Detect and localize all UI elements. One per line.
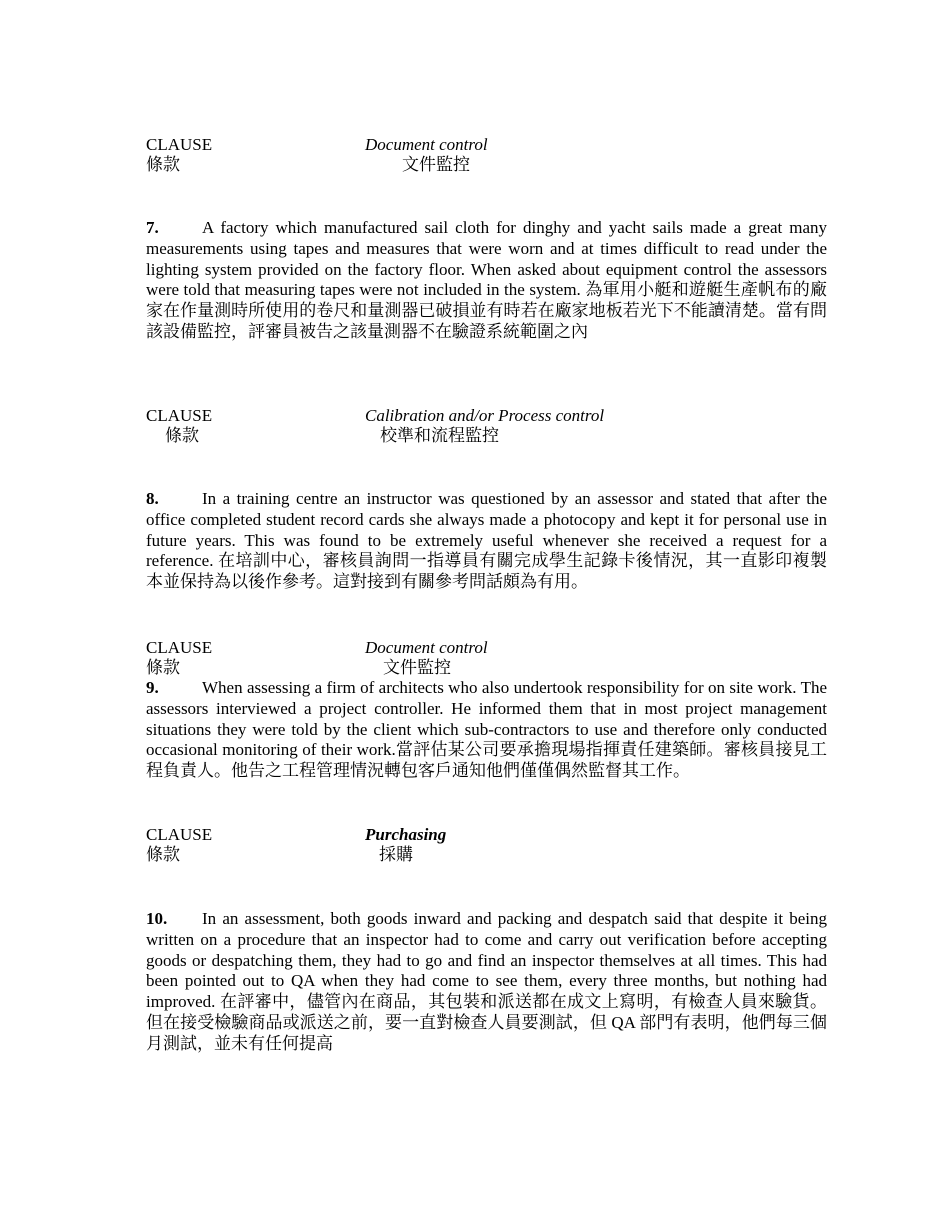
item-text: A factory which manufactured sail cloth for dinghy and yacht sails made a great many measurements using tapes and measures that were worn and at times difficult to read under the lighting system provided on the factory floor. When asked about equipment control the assessors were told that measuring tapes were not included in the system. 為軍用小艇和遊艇生產帆布的廠家在作量測時所使用的卷尺和量測器已破損並有時若在廠家地板若光下不能讀清楚。當有問該設備監控，評審員被告之該量測器不在驗證系統範圍之內 [146,218,827,341]
clause-title-zh: 校準和流程監控 [380,426,499,445]
clause-title-zh: 文件監控 [402,155,470,174]
clause-header [146,638,827,678]
clause-label-zh: 條款 [146,658,180,677]
clause-header [146,135,827,175]
item-number: 7. [146,218,159,237]
clause-title: Document control [365,135,488,154]
item-paragraph [146,678,827,782]
clause-header [146,825,827,865]
clause-label-zh: 條款 [165,426,199,445]
item-text: When assessing a firm of architects who also undertook responsibility for on site work. The assessors interviewed a project controller. He informed them that in most project management situations they were told by the client which sub-contractors to use and therefore only conducted occasional monitoring of their work.當評估某公司要承擔現場指揮責任建築師。審核員接見工程負責人。他告之工程管理情況轉包客戶通知他們僅僅偶然監督其工作。 [146,678,827,781]
clause-title: Purchasing [365,825,447,844]
clause-label-zh: 條款 [146,845,180,864]
clause-label: CLAUSE [146,825,213,844]
item-paragraph [146,218,827,343]
item-number: 9. [146,678,159,697]
item-paragraph [146,909,827,1055]
item-text: In a training centre an instructor was questioned by an assessor and stated that after the office completed student record cards she always made a photocopy and kept it for personal use in future years. This was found to be extremely useful whenever she received a request for a reference. 在培訓中心，審核員詢問一指導員有關完成學生記錄卡後情況，其一直影印複製本並保持為以後作參考。這對接到有關參考問話頗為有用。 [146,489,827,592]
clause-title-zh: 文件監控 [383,658,451,677]
clause-title: Calibration and/or Process control [365,406,605,425]
item-paragraph [146,489,827,593]
clause-label: CLAUSE [146,135,213,154]
clause-label-zh: 條款 [146,155,180,174]
item-number: 8. [146,489,159,508]
clause-header [146,406,827,446]
document-page [146,0,827,1230]
clause-title-zh: 採購 [379,845,413,864]
clause-label: CLAUSE [146,638,213,657]
item-text: In an assessment, both goods inward and packing and despatch said that despite it being written on a procedure that an inspector had to come and carry out verification before accepting goods or despatching them, they had to go and find an inspector themselves at all times. This had been pointed out to QA when they had come to see them, every three months, but nothing had improved. 在評審中，儘管內在商品，其包裝和派送都在成文上寫明，有檢查人員來驗貨。但在接受檢驗商品或派送之前，要一直對檢查人員要測試，但 QA 部門有表明，他們每三個月測試，並未有任何提高 [146,909,827,1053]
clause-label: CLAUSE [146,406,213,425]
clause-title: Document control [365,638,488,657]
item-number: 10. [146,909,168,928]
